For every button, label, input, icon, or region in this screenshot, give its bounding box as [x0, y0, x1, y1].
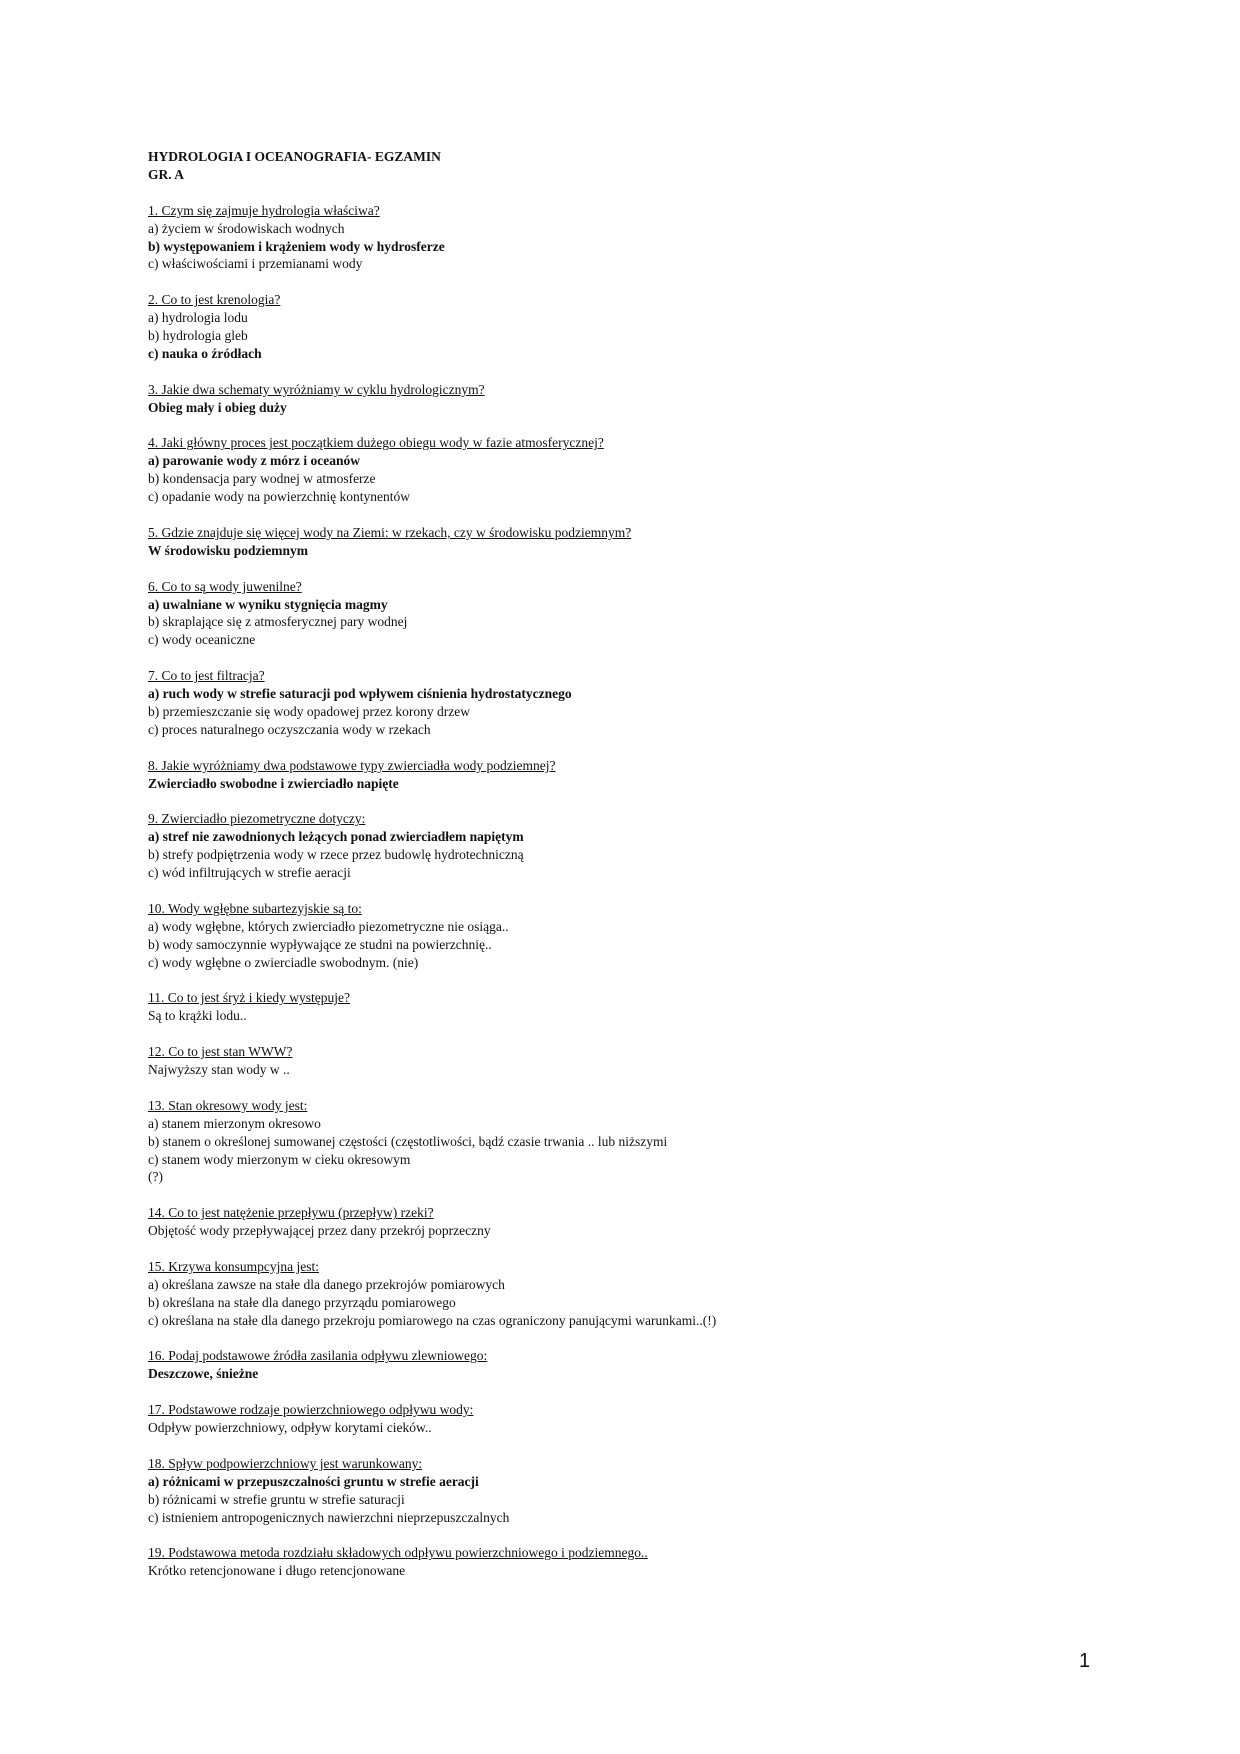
- question-text: 6. Co to są wody juwenilne?: [148, 578, 302, 594]
- answer-line-highlighted: a) uwalniane w wyniku stygnięcia magmy: [148, 596, 388, 612]
- answer-line: c) określana na stałe dla danego przekroju pomiarowego na czas ograniczony panującymi warunkami..(!): [148, 1312, 717, 1328]
- document-title: HYDROLOGIA I OCEANOGRAFIA- EGZAMIN: [148, 149, 441, 164]
- question-block: [148, 757, 1088, 793]
- answer-line: a) wody wgłębne, których zwierciadło piezometryczne nie osiąga..: [148, 918, 509, 934]
- answer-line: b) kondensacja pary wodnej w atmosferze: [148, 471, 376, 487]
- answer-line: b) przemieszczanie się wody opadowej przez korony drzew: [148, 703, 470, 719]
- answer-line: Krótko retencjonowane i długo retencjonowane: [148, 1563, 406, 1579]
- question-block: [148, 202, 1088, 274]
- question-block: [148, 1258, 1088, 1330]
- document-content: [148, 148, 1088, 1580]
- answer-line-highlighted: b) występowaniem i krążeniem wody w hydrosferze: [148, 238, 445, 254]
- question-block: [148, 1455, 1088, 1527]
- question-block: [148, 667, 1088, 739]
- question-text: 5. Gdzie znajduje się więcej wody na Ziemi: w rzekach, czy w środowisku podziemnym?: [148, 524, 632, 540]
- document-group: GR. A: [148, 166, 185, 182]
- answer-line-highlighted: Zwierciadło swobodne i zwierciadło napięte: [148, 775, 399, 791]
- answer-line: c) właściwościami i przemianami wody: [148, 256, 363, 272]
- answer-line-highlighted: Deszczowe, śnieżne: [148, 1366, 259, 1382]
- answer-line: a) określana zawsze na stałe dla danego przekrojów pomiarowych: [148, 1276, 505, 1292]
- question-text: 19. Podstawowa metoda rozdziału składowych odpływu powierzchniowego i podziemnego..: [148, 1545, 648, 1561]
- question-block: [148, 1401, 1088, 1437]
- question-block: [148, 989, 1088, 1025]
- question-block: [148, 810, 1088, 882]
- question-block: [148, 1544, 1088, 1580]
- answer-line: b) wody samoczynnie wypływające ze studni na powierzchnię..: [148, 936, 492, 952]
- answer-line: Są to krążki lodu..: [148, 1008, 247, 1024]
- question-text: 8. Jakie wyróżniamy dwa podstawowe typy zwierciadła wody podziemnej?: [148, 757, 556, 773]
- answer-line: Odpływ powierzchniowy, odpływ korytami cieków..: [148, 1420, 432, 1436]
- question-block: [148, 434, 1088, 506]
- question-text: 4. Jaki główny proces jest początkiem dużego obiegu wody w fazie atmosferycznej?: [148, 435, 604, 451]
- answer-line: (?): [148, 1169, 163, 1185]
- answer-line-highlighted: a) ruch wody w strefie saturacji pod wpływem ciśnienia hydrostatycznego: [148, 686, 572, 702]
- answer-line: c) wód infiltrujących w strefie aeracji: [148, 865, 351, 881]
- question-text: 9. Zwierciadło piezometryczne dotyczy:: [148, 811, 366, 827]
- answer-line-highlighted: W środowisku podziemnym: [148, 542, 309, 558]
- question-block: [148, 524, 1088, 560]
- question-list: [148, 202, 1088, 1581]
- question-block: [148, 1097, 1088, 1187]
- question-block: [148, 1043, 1088, 1079]
- question-text: 2. Co to jest krenologia?: [148, 292, 281, 308]
- answer-line-highlighted: Obieg mały i obieg duży: [148, 399, 287, 415]
- answer-line: b) strefy podpiętrzenia wody w rzece przez budowlę hydrotechniczną: [148, 847, 524, 863]
- answer-line: c) wody wgłębne o zwierciadle swobodnym. (nie): [148, 954, 419, 970]
- question-text: 18. Spływ podpowierzchniowy jest warunkowany:: [148, 1455, 423, 1471]
- question-text: 15. Krzywa konsumpcyjna jest:: [148, 1258, 319, 1274]
- answer-line-highlighted: a) stref nie zawodnionych leżących ponad zwierciadłem napiętym: [148, 829, 524, 845]
- answer-line: b) hydrologia gleb: [148, 328, 248, 344]
- question-text: 10. Wody wgłębne subartezyjskie są to:: [148, 900, 362, 916]
- answer-line: Objętość wody przepływającej przez dany przekrój poprzeczny: [148, 1223, 491, 1239]
- answer-line-highlighted: c) nauka o źródłach: [148, 345, 262, 361]
- answer-line: a) życiem w środowiskach wodnych: [148, 220, 345, 236]
- question-block: [148, 900, 1088, 972]
- question-block: [148, 1347, 1088, 1383]
- answer-line: b) określana na stałe dla danego przyrządu pomiarowego: [148, 1294, 456, 1310]
- question-text: 3. Jakie dwa schematy wyróżniamy w cyklu hydrologicznym?: [148, 381, 485, 397]
- question-block: [148, 578, 1088, 650]
- question-text: 13. Stan okresowy wody jest:: [148, 1097, 308, 1113]
- question-block: [148, 381, 1088, 417]
- question-text: 17. Podstawowe rodzaje powierzchniowego odpływu wody:: [148, 1402, 474, 1418]
- answer-line-highlighted: a) różnicami w przepuszczalności gruntu w strefie aeracji: [148, 1473, 479, 1489]
- answer-line: c) stanem wody mierzonym w cieku okresowym: [148, 1151, 411, 1167]
- answer-line: c) opadanie wody na powierzchnię kontynentów: [148, 489, 411, 505]
- answer-line: c) wody oceaniczne: [148, 632, 256, 648]
- question-block: [148, 291, 1088, 363]
- answer-line: Najwyższy stan wody w ..: [148, 1062, 290, 1078]
- answer-line: c) proces naturalnego oczyszczania wody w rzekach: [148, 721, 431, 737]
- answer-line-highlighted: a) parowanie wody z mórz i oceanów: [148, 453, 360, 469]
- question-text: 12. Co to jest stan WWW?: [148, 1044, 293, 1060]
- answer-line: b) skraplające się z atmosferycznej pary wodnej: [148, 614, 408, 630]
- question-block: [148, 1204, 1088, 1240]
- answer-line: a) stanem mierzonym okresowo: [148, 1115, 321, 1131]
- question-text: 7. Co to jest filtracja?: [148, 668, 265, 684]
- answer-line: b) różnicami w strefie gruntu w strefie saturacji: [148, 1491, 405, 1507]
- question-text: 11. Co to jest śryż i kiedy występuje?: [148, 990, 350, 1006]
- question-text: 1. Czym się zajmuje hydrologia właściwa?: [148, 202, 380, 218]
- answer-line: a) hydrologia lodu: [148, 310, 248, 326]
- page-number: 1: [1079, 1650, 1091, 1672]
- question-text: 14. Co to jest natężenie przepływu (przepływ) rzeki?: [148, 1205, 434, 1221]
- answer-line: b) stanem o określonej sumowanej częstości (częstotliwości, bądź czasie trwania .. lub niższymi: [148, 1133, 668, 1149]
- answer-line: c) istnieniem antropogenicznych nawierzchni nieprzepuszczalnych: [148, 1509, 510, 1525]
- question-text: 16. Podaj podstawowe źródła zasilania odpływu zlewniowego:: [148, 1348, 488, 1364]
